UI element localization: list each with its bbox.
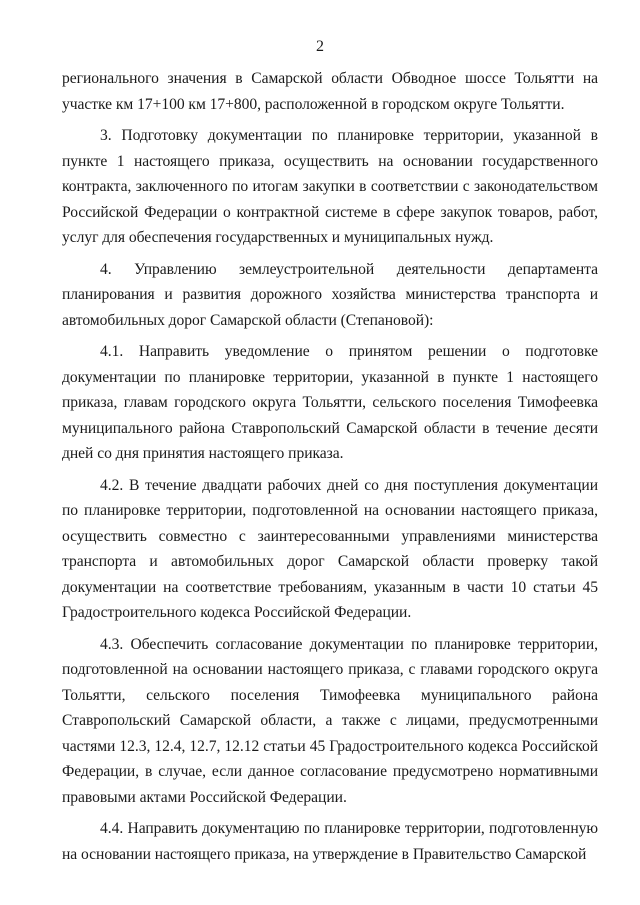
paragraph-item-4-4: 4.4. Направить документацию по планировке территории, подготовленную на основании настоящего приказа, на утверждение в Правительство Самарской [62,820,598,863]
page-number: 2 [316,38,324,55]
paragraph-item-4-2: 4.2. В течение двадцати рабочих дней со дня поступления документации по планировке территории, подготовленной на основании настоящего приказа, осуществить совместно с заинтересованными управлениями министерства транспорта и автомобильных дорог Самарской области проверку такой документации на соответствие требованиям, указанным в части 10 статьи 45 Градостроительного кодекса Российской Федерации. [62,476,598,621]
paragraph-item-4-1: 4.1. Направить уведомление о принятом решении о подготовке документации по планировке территории, указанной в пункте 1 настоящего приказа, главам городского округа Тольятти, сельского поселения Тимофеевка муниципального района Ставропольский Самарской области в течение десяти дней со дня принятия настоящего приказа. [62,343,598,462]
paragraph-continuation: регионального значения в Самарской области Обводное шоссе Тольятти на участке км 17+100 км 17+800, расположенной в городском округе Тольятти. [62,70,598,113]
paragraph-item-3: 3. Подготовку документации по планировке территории, указанной в пункте 1 настоящего приказа, осуществить на основании государственного контракта, заключенного по итогам закупки в соответствии с законодательством Российской Федерации о контрактной системе в сфере закупок товаров, работ, услуг для обеспечения государственных и муниципальных нужд. [62,127,598,246]
paragraph-item-4-3: 4.3. Обеспечить согласование документации по планировке территории, подготовленной на основании настоящего приказа, с главами городского округа Тольятти, сельского поселения Тимофеевка муниципального района Ставропольский Самарской области, а также с лицами, предусмотренными частями 12.3, 12.4, 12.7, 12.12 статьи 45 Градостроительного кодекса Российской Федерации, в случае, если данное согласование предусмотрено нормативными правовыми актами Российской Федерации. [62,635,598,806]
paragraph-item-4: 4. Управлению землеустроительной деятельности департамента планирования и развития дорожного хозяйства министерства транспорта и автомобильных дорог Самарской области (Степановой): [62,260,598,329]
document-body [62,66,598,867]
